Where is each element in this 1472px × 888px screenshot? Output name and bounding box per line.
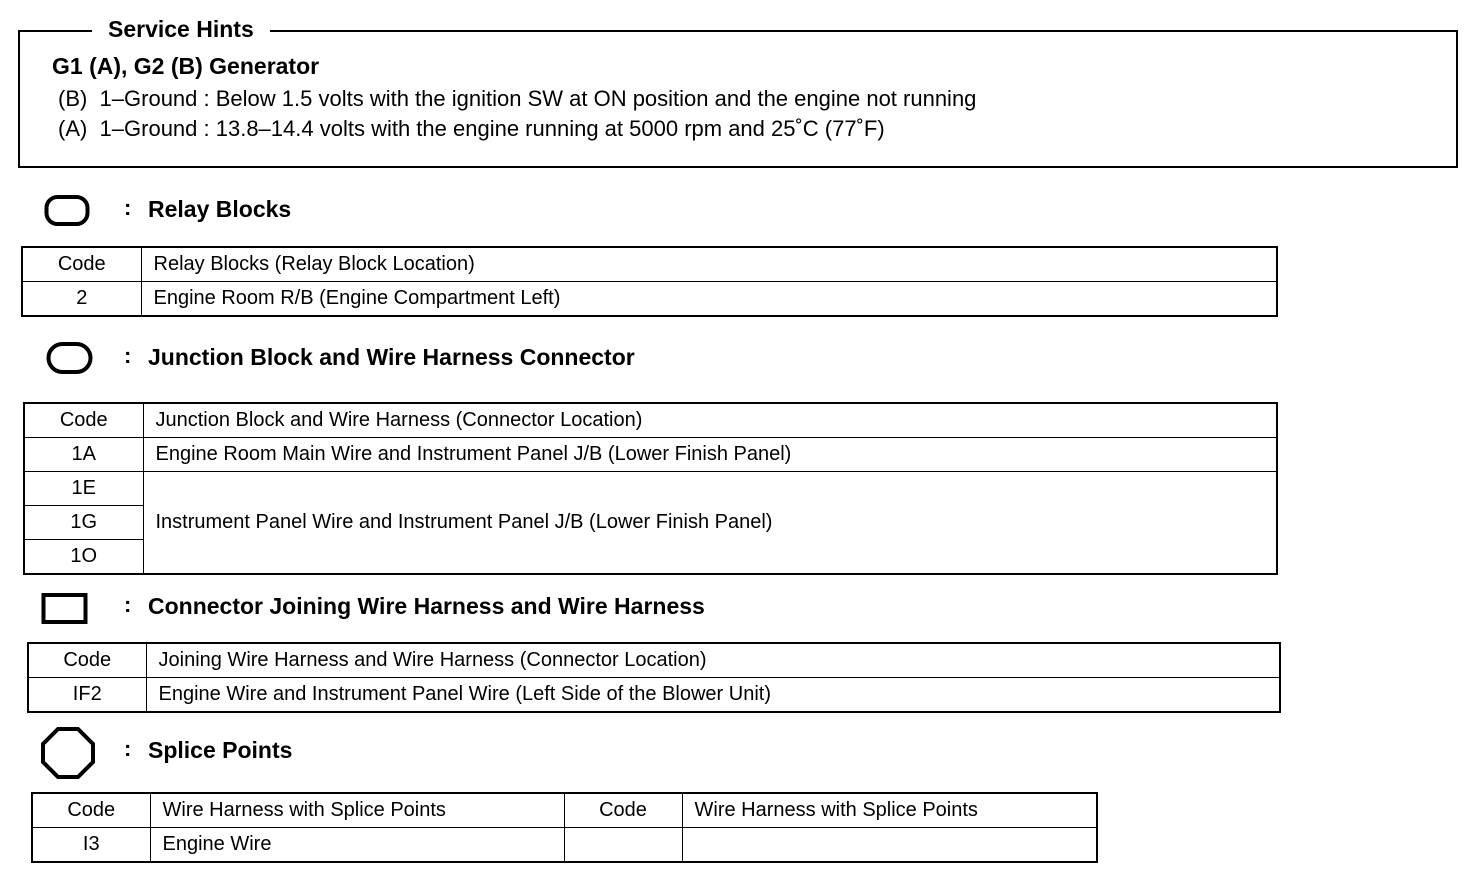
wire-harness-cell (682, 828, 1097, 863)
code-header: Code (24, 403, 143, 438)
junction-block-table (23, 402, 1278, 575)
code-cell: 1A (24, 438, 143, 472)
hint-line-b: (B) 1–Ground : Below 1.5 volts with the ignition SW at ON position and the engine not running (58, 86, 977, 111)
code-cell (564, 828, 682, 863)
wire-harness-header: Wire Harness with Splice Points (682, 793, 1097, 828)
generator-title: G1 (A), G2 (B) Generator (52, 53, 320, 79)
code-cell: IF2 (28, 678, 146, 713)
code-cell: 1O (24, 540, 143, 575)
octagon-icon (40, 726, 96, 780)
code-header: Code (32, 793, 150, 828)
junction-colon: : (124, 343, 132, 368)
code-cell: 1E (24, 472, 143, 506)
oval-icon (46, 341, 94, 375)
connector-heading: Connector Joining Wire Harness and Wire Harness (148, 593, 705, 619)
junction-block-heading: Junction Block and Wire Harness Connector (148, 344, 635, 370)
table-header-row (24, 403, 1277, 438)
rounded-rectangle-icon (44, 194, 90, 228)
relay-blocks-heading: Relay Blocks (148, 196, 292, 222)
table-row (22, 282, 1277, 317)
location-header: Junction Block and Wire Harness (Connector Location) (143, 403, 1277, 438)
code-header: Code (564, 793, 682, 828)
wire-harness-header: Wire Harness with Splice Points (150, 793, 564, 828)
splice-colon: : (124, 736, 132, 761)
relay-colon: : (124, 195, 132, 220)
location-cell: Engine Room R/B (Engine Compartment Left) (141, 282, 1277, 317)
location-header: Relay Blocks (Relay Block Location) (141, 247, 1277, 282)
merged-location-cell: Instrument Panel Wire and Instrument Panel J/B (Lower Finish Panel) (143, 472, 1277, 575)
splice-points-heading: Splice Points (148, 737, 293, 763)
table-row (24, 472, 1277, 506)
splice-points-table (31, 792, 1098, 863)
table-header-row (28, 643, 1280, 678)
table-row (24, 438, 1277, 472)
connector-colon: : (124, 592, 132, 617)
location-header: Joining Wire Harness and Wire Harness (Connector Location) (146, 643, 1280, 678)
location-cell: Engine Wire and Instrument Panel Wire (Left Side of the Blower Unit) (146, 678, 1280, 713)
rectangle-icon (41, 592, 89, 626)
code-cell: 2 (22, 282, 141, 317)
relay-blocks-table (21, 246, 1278, 317)
table-header-row (32, 793, 1097, 828)
table-row (32, 828, 1097, 863)
location-cell: Engine Room Main Wire and Instrument Panel J/B (Lower Finish Panel) (143, 438, 1277, 472)
table-row (28, 678, 1280, 713)
code-header: Code (28, 643, 146, 678)
code-cell: 1G (24, 506, 143, 540)
service-hints-title: Service Hints (92, 15, 270, 43)
code-cell: I3 (32, 828, 150, 863)
code-header: Code (22, 247, 141, 282)
table-header-row (22, 247, 1277, 282)
connector-table (27, 642, 1281, 713)
wire-harness-cell: Engine Wire (150, 828, 564, 863)
hint-line-a: (A) 1–Ground : 13.8–14.4 volts with the engine running at 5000 rpm and 25˚C (77˚F) (58, 116, 885, 141)
